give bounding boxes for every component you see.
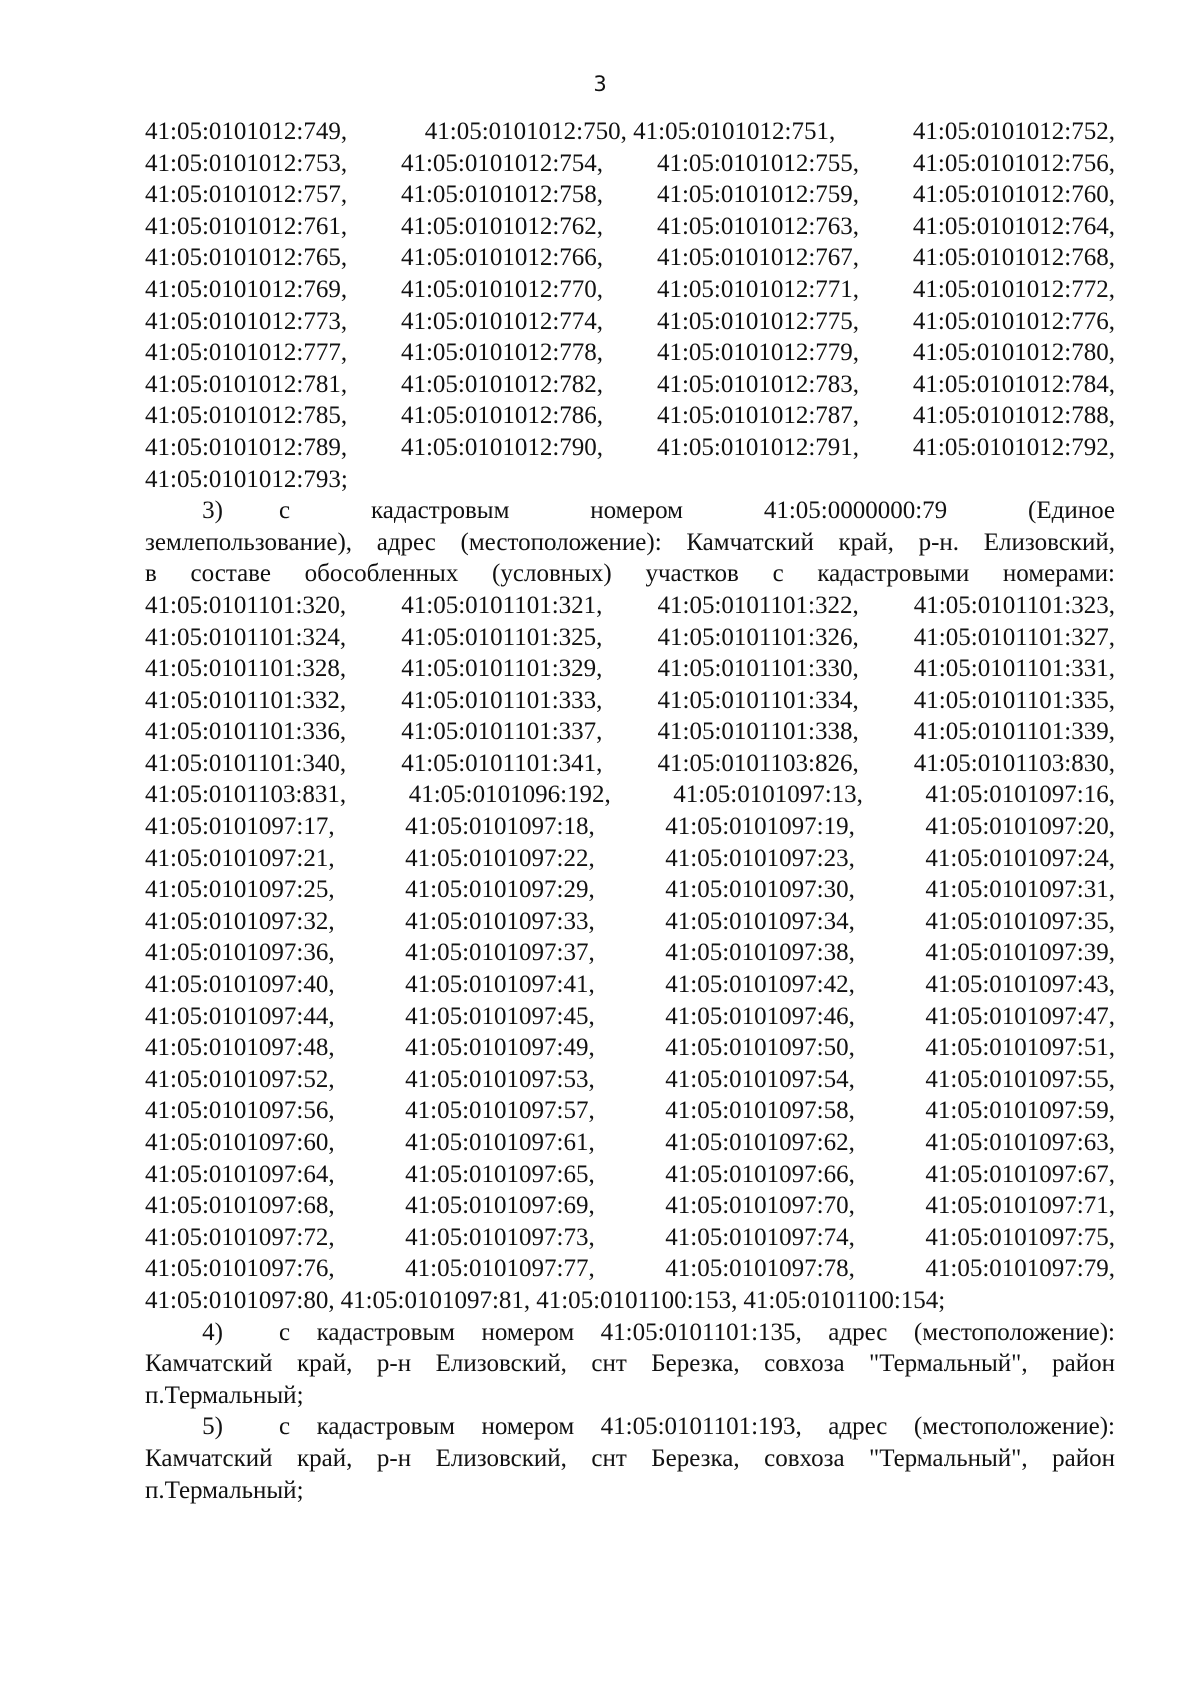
cadastral-row: 41:05:0101097:72, 41:05:0101097:73, 41:05:0101097:74, 41:05:0101097:75, bbox=[145, 1223, 1115, 1251]
cadastral-row: 41:05:0101012:773, 41:05:0101012:774, 41:05:0101012:775, 41:05:0101012:776, bbox=[145, 307, 1115, 335]
item-5-line: п.Термальный; bbox=[145, 1476, 304, 1504]
cadastral-row-last: 41:05:0101097:80, 41:05:0101097:81, 41:05:0101100:153, 41:05:0101100:154; bbox=[145, 1286, 946, 1314]
cadastral-row: 41:05:0101012:757, 41:05:0101012:758, 41:05:0101012:759, 41:05:0101012:760, bbox=[145, 181, 1115, 209]
cadastral-row: 41:05:0101101:328, 41:05:0101101:329, 41:05:0101101:330, 41:05:0101101:331, bbox=[145, 655, 1115, 683]
cadastral-row: 41:05:0101101:324, 41:05:0101101:325, 41:05:0101101:326, 41:05:0101101:327, bbox=[145, 623, 1115, 651]
cadastral-row: 41:05:0101097:64, 41:05:0101097:65, 41:05:0101097:66, 41:05:0101097:67, bbox=[145, 1160, 1115, 1188]
cadastral-row: 41:05:0101097:52, 41:05:0101097:53, 41:05:0101097:54, 41:05:0101097:55, bbox=[145, 1065, 1115, 1093]
cadastral-list-block-1 bbox=[145, 116, 1115, 495]
cadastral-row: 41:05:0101012:789, 41:05:0101012:790, 41:05:0101012:791, 41:05:0101012:792, bbox=[145, 433, 1115, 461]
cadastral-row: 41:05:0101101:320, 41:05:0101101:321, 41:05:0101101:322, 41:05:0101101:323, bbox=[145, 591, 1115, 619]
cadastral-row: 41:05:0101097:36, 41:05:0101097:37, 41:05:0101097:38, 41:05:0101097:39, bbox=[145, 939, 1115, 967]
list-item-5 bbox=[145, 1411, 1115, 1506]
page-number: 3 bbox=[593, 72, 607, 96]
cadastral-row: 41:05:0101101:340, 41:05:0101101:341, 41:05:0101103:826, 41:05:0101103:830, bbox=[145, 749, 1115, 777]
item-number: 3) bbox=[202, 497, 223, 525]
item-5-line: Камчатский край, р-н Елизовский, снт Березка, совхоза "Термальный", район bbox=[145, 1444, 1115, 1472]
item-5-first-line: 5) с кадастровым номером 41:05:0101101:193, адрес (местоположение): bbox=[145, 1411, 1115, 1443]
item-number: 5) bbox=[202, 1413, 223, 1441]
cadastral-row: 41:05:0101097:25, 41:05:0101097:29, 41:05:0101097:30, 41:05:0101097:31, bbox=[145, 876, 1115, 904]
cadastral-row: 41:05:0101097:44, 41:05:0101097:45, 41:05:0101097:46, 41:05:0101097:47, bbox=[145, 1002, 1115, 1030]
cadastral-row: 41:05:0101012:753, 41:05:0101012:754, 41:05:0101012:755, 41:05:0101012:756, bbox=[145, 149, 1115, 177]
item-3-line: в составе обособленных (условных) участков с кадастровыми номерами: bbox=[145, 560, 1115, 588]
cadastral-row: 41:05:0101012:765, 41:05:0101012:766, 41:05:0101012:767, 41:05:0101012:768, bbox=[145, 244, 1115, 272]
cadastral-row: 41:05:0101012:761, 41:05:0101012:762, 41:05:0101012:763, 41:05:0101012:764, bbox=[145, 212, 1115, 240]
item-number: 4) bbox=[202, 1318, 223, 1346]
cadastral-row: 41:05:0101097:17, 41:05:0101097:18, 41:05:0101097:19, 41:05:0101097:20, bbox=[145, 813, 1115, 841]
cadastral-row: 41:05:0101012:749, 41:05:0101012:750, 41:05:0101012:751, 41:05:0101012:752, bbox=[145, 118, 1115, 145]
item-3-first-line: 3) с кадастровым номером 41:05:0000000:79 (Единое bbox=[145, 495, 1115, 527]
cadastral-row: 41:05:0101097:32, 41:05:0101097:33, 41:05:0101097:34, 41:05:0101097:35, bbox=[145, 907, 1115, 935]
list-item-3 bbox=[145, 495, 1115, 1316]
cadastral-row: 41:05:0101097:40, 41:05:0101097:41, 41:05:0101097:42, 41:05:0101097:43, bbox=[145, 971, 1115, 999]
item-3-line: землепользование), адрес (местоположение): Камчатский край, р-н. Елизовский, bbox=[145, 528, 1115, 556]
cadastral-row: 41:05:0101097:60, 41:05:0101097:61, 41:05:0101097:62, 41:05:0101097:63, bbox=[145, 1129, 1115, 1156]
cadastral-row-last: 41:05:0101012:793; bbox=[145, 465, 348, 493]
cadastral-row: 41:05:0101097:76, 41:05:0101097:77, 41:05:0101097:78, 41:05:0101097:79, bbox=[145, 1255, 1115, 1283]
item-4-line: п.Термальный; bbox=[145, 1381, 304, 1409]
cadastral-row: 41:05:0101103:831, 41:05:0101096:192, 41:05:0101097:13, 41:05:0101097:16, bbox=[145, 781, 1115, 809]
cadastral-row: 41:05:0101097:48, 41:05:0101097:49, 41:05:0101097:50, 41:05:0101097:51, bbox=[145, 1034, 1115, 1062]
list-item-4 bbox=[145, 1317, 1115, 1412]
document-body bbox=[145, 116, 1115, 1506]
cadastral-row: 41:05:0101012:781, 41:05:0101012:782, 41:05:0101012:783, 41:05:0101012:784, bbox=[145, 370, 1115, 398]
cadastral-row: 41:05:0101012:785, 41:05:0101012:786, 41:05:0101012:787, 41:05:0101012:788, bbox=[145, 402, 1115, 430]
cadastral-row: 41:05:0101097:68, 41:05:0101097:69, 41:05:0101097:70, 41:05:0101097:71, bbox=[145, 1192, 1115, 1220]
item-4-line: Камчатский край, р-н Елизовский, снт Березка, совхоза "Термальный", район bbox=[145, 1350, 1115, 1378]
cadastral-row: 41:05:0101012:769, 41:05:0101012:770, 41:05:0101012:771, 41:05:0101012:772, bbox=[145, 275, 1115, 303]
cadastral-row: 41:05:0101101:336, 41:05:0101101:337, 41:05:0101101:338, 41:05:0101101:339, bbox=[145, 718, 1115, 746]
cadastral-row: 41:05:0101097:56, 41:05:0101097:57, 41:05:0101097:58, 41:05:0101097:59, bbox=[145, 1097, 1115, 1125]
item-4-first-line: 4) с кадастровым номером 41:05:0101101:135, адрес (местоположение): bbox=[145, 1317, 1115, 1349]
cadastral-row: 41:05:0101097:21, 41:05:0101097:22, 41:05:0101097:23, 41:05:0101097:24, bbox=[145, 844, 1115, 872]
cadastral-row: 41:05:0101012:777, 41:05:0101012:778, 41:05:0101012:779, 41:05:0101012:780, bbox=[145, 339, 1115, 367]
cadastral-row: 41:05:0101101:332, 41:05:0101101:333, 41:05:0101101:334, 41:05:0101101:335, bbox=[145, 686, 1115, 714]
